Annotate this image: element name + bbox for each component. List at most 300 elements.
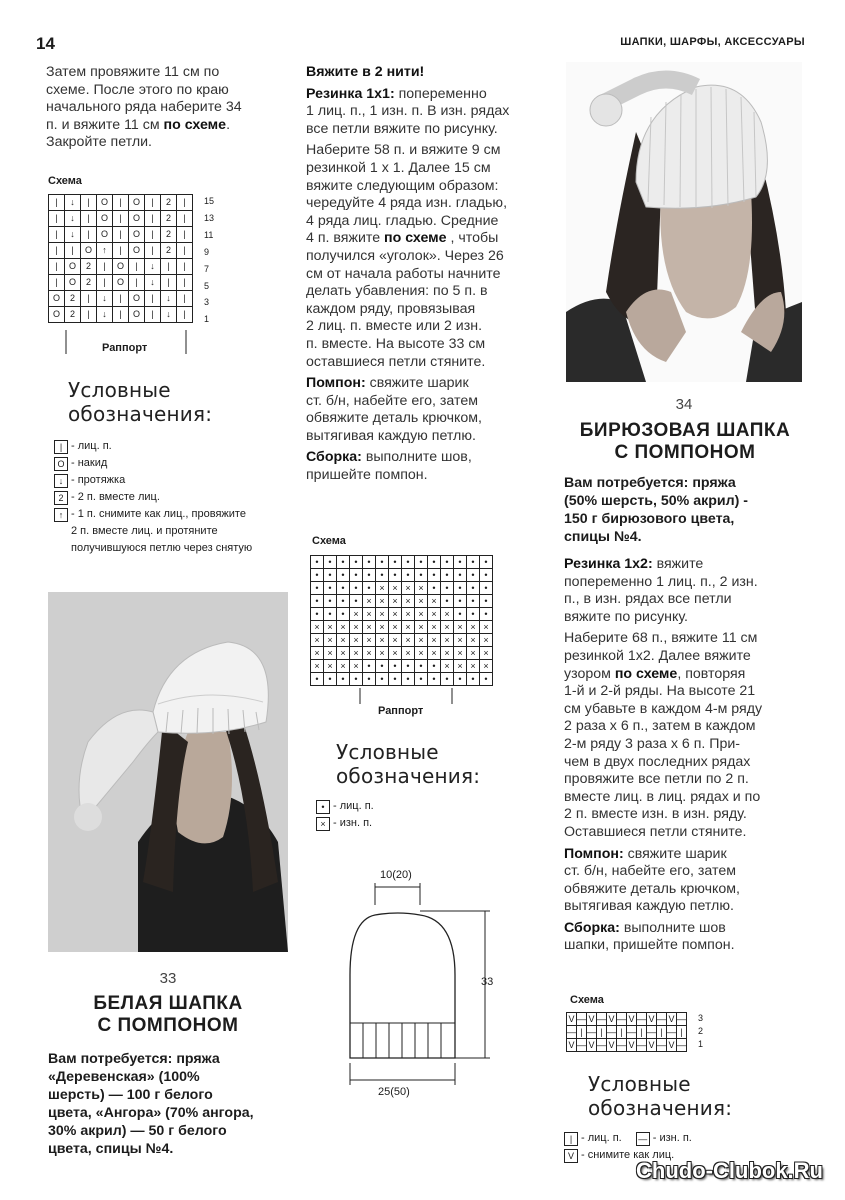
schema1-cell: | [177,243,193,259]
schema3-cell: — [657,1039,666,1050]
schema3-cell: V [568,1039,575,1050]
schema2-row [311,634,493,647]
legend1-text: - накид [71,457,108,469]
schema2-cell: • [337,673,350,686]
schema1-cell: O [65,259,81,275]
schema2-cell: • [454,569,467,582]
schema2-cell: × [324,660,337,673]
legend1-item [54,489,294,506]
schema2-cell: • [467,569,480,582]
schema2-cell: • [415,660,428,673]
schema2-cell: • [324,569,337,582]
schema1-cell: O [113,275,129,291]
schema1-cell: | [129,275,145,291]
legend3-text: - изн. п. [652,1132,692,1144]
schema3-cell: V [628,1013,635,1024]
schema3-cell: — [587,1026,596,1037]
schema2-cell: • [311,608,324,621]
schema2-cell: × [311,660,324,673]
schema2-cell: × [389,647,402,660]
schema1-cell: | [177,195,193,211]
row-number: 1 [698,1039,704,1049]
schema2-cell: • [324,608,337,621]
schema1-cell: 2 [161,227,177,243]
schema2-grid [310,555,493,686]
schema1-cell: | [113,307,129,323]
legend3-symbol: V [564,1149,578,1163]
schema1-cell: ↓ [145,259,161,275]
photo-white-hat [48,592,288,952]
row-number: 3 [204,297,210,308]
schema3-cell: V [608,1013,615,1024]
schema2-cell: × [350,608,363,621]
schema2-cell: • [428,582,441,595]
legend3-text: - лиц. п. [581,1132,622,1144]
schema1-cell: 2 [65,291,81,307]
schema2-cell: × [454,647,467,660]
schema2-cell: • [363,582,376,595]
schema2-cell: • [376,569,389,582]
schema3-cell: — [647,1026,656,1037]
schema2-cell: × [441,660,454,673]
schema2-rapport: Раппорт [378,705,424,717]
schema1-cell: | [113,195,129,211]
schema3-cell: V [668,1013,675,1024]
schema1-cell: O [129,195,145,211]
schema2-cell: • [454,595,467,608]
legend3-symbol: — [636,1132,650,1146]
schema1-row [49,291,193,307]
schema2-cell: × [428,621,441,634]
legend2-text: - лиц. п. [333,800,374,812]
schema1-cell: | [65,243,81,259]
schema2-cell: × [324,634,337,647]
schema2-cell: × [415,582,428,595]
schema2-cell: • [363,569,376,582]
schema2-cell: × [350,647,363,660]
schema2-cell: • [337,582,350,595]
schema2-cell: • [428,569,441,582]
schema2-cell: × [441,621,454,634]
legend2-symbol: × [316,817,330,831]
schema2-cell: • [376,660,389,673]
schema2-cell: × [441,608,454,621]
schema1-grid [48,194,193,323]
schema2-cell: • [454,582,467,595]
schema2-cell: • [376,673,389,686]
schema2-cell: × [337,647,350,660]
schema3-cell: V [628,1039,635,1050]
schema2-cell: × [467,647,480,660]
schema3-cell: | [617,1026,627,1039]
schema2-row [311,556,493,569]
schema2-cell: • [415,556,428,569]
schema1-cell: O [81,243,97,259]
legend3-title: Условные обозначения: [588,1072,733,1120]
schema2-row [311,647,493,660]
legend2-list [316,798,516,832]
schema2-row [311,660,493,673]
schema1-cell: | [81,227,97,243]
schema1-cell: ↓ [65,211,81,227]
schema2-cell: • [454,673,467,686]
schema1-label: Схема [48,175,82,187]
diagram-top-width: 10(20) [380,869,412,881]
row-number: 1 [204,314,210,325]
schema1-cell: | [49,243,65,259]
schema1-cell: O [49,307,65,323]
schema3-cell: | [637,1026,647,1039]
diagram-height: 33 [481,976,494,988]
schema2-cell: • [389,673,402,686]
schema2-cell: • [363,673,376,686]
schema3-cell: | [677,1026,687,1039]
schema1-cell: O [97,227,113,243]
schema2-cell: • [480,673,493,686]
schema3-cell: — [677,1013,686,1024]
legend2-symbol: • [316,800,330,814]
schema3-row [567,1013,687,1026]
diagram-bottom-width: 25(50) [378,1086,410,1098]
model34-needs: Вам потребуется: пряжа (50% шерсть, 50% акрил) - 150 г бирюзового цвета, спицы №4. [564,475,749,545]
schema2-cell: × [389,595,402,608]
schema2-cell: • [441,556,454,569]
schema2-cell: × [415,595,428,608]
schema2-cell: × [428,595,441,608]
schema1-row [49,227,193,243]
schema2-row [311,621,493,634]
schema3-cell: — [657,1013,666,1024]
schema2-cell: • [480,556,493,569]
schema3-row [567,1026,687,1039]
schema3-cell: — [637,1039,646,1050]
legend1-item [54,540,294,557]
schema2-cell: × [480,647,493,660]
schema1-cell: | [145,227,161,243]
schema1-cell: O [97,211,113,227]
schema2-row [311,608,493,621]
schema3-cell: — [597,1039,606,1050]
legend1-symbol [54,525,68,537]
schema1-cell: | [113,211,129,227]
schema1-cell: | [161,275,177,291]
schema2-cell: • [363,556,376,569]
schema2-cell: • [337,556,350,569]
schema2-row [311,595,493,608]
schema2-cell: • [337,608,350,621]
schema2-cell: • [454,556,467,569]
schema1-cell: O [129,211,145,227]
legend2-item [316,815,516,832]
row-number: 7 [204,263,210,274]
schema2-cell: • [480,608,493,621]
row-number: 11 [204,229,214,240]
schema2-cell: • [389,556,402,569]
watermark: Chudo-Clubok.Ru [636,1158,823,1183]
schema2-cell: × [467,634,480,647]
schema2-cell: • [428,673,441,686]
schema2-cell: • [350,569,363,582]
row-number: 3 [698,1013,704,1023]
schema1-cell: ↓ [145,275,161,291]
schema1-cell: | [49,275,65,291]
schema2-cell: • [441,582,454,595]
schema2-cell: × [350,621,363,634]
schema1-cell: | [97,259,113,275]
schema2-cell: × [428,634,441,647]
schema1-cell: ↑ [97,243,113,259]
schema1-cell: | [145,243,161,259]
model33-instructions: Вяжите в 2 нити! Резинка 1х1: попеременно 1 лиц. п., 1 изн. п. В изн. рядах все петли вяжите по рисунку. Наберите 58 п. и вяжите 9 см резинкой 1 х 1. Далее 15 см вяжите следующим образом: чередуйте 4 ряда изн. гладью, 4 ряда лиц. гладью. Средние 4 п. вяжите по схеме , чтобы получился «уголок». Через 26 см от начала работы начните делать убавления: по 5 п. в каждом ряду, провязывая 2 лиц. п. вместе или 2 изн. п. вместе. На высоте 33 см оставшиеся петли стяните. Помпон: свяжите шарик ст. б/н, набейте его, затем обвяжите деталь крючком, вытягивая каждую петлю. Сборка: выполните шов, пришейте помпон. [306,64,510,484]
schema2-cell: × [454,660,467,673]
schema1-cell: | [145,307,161,323]
schema1-row [49,307,193,323]
schema1-cell: | [49,259,65,275]
schema2-cell: • [311,556,324,569]
schema1-cell: | [81,195,97,211]
schema1-cell: O [113,259,129,275]
schema2-cell: • [428,556,441,569]
legend1-symbol [54,542,68,554]
schema3-label: Схема [570,994,604,1006]
schema2-cell: × [376,582,389,595]
schema2-cell: × [428,608,441,621]
schema2-cell: • [350,673,363,686]
schema3-cell: V [588,1013,595,1024]
schema1-cell: | [129,259,145,275]
schema2-cell: • [324,582,337,595]
schema3-row [567,1039,687,1052]
legend1-text: 2 п. вместе лиц. и протяните [71,525,218,537]
schema3-cell: — [627,1026,636,1037]
schema1-cell: O [129,291,145,307]
schema1-cell: O [49,291,65,307]
schema2-cell: × [441,634,454,647]
schema2-cell: × [363,647,376,660]
schema3-cell: V [668,1039,675,1050]
legend1-symbol: O [54,457,68,471]
schema1-row [49,243,193,259]
schema1-cell: | [113,227,129,243]
schema2-cell: • [467,582,480,595]
schema2-cell: • [467,595,480,608]
section-header: ШАПКИ, ШАРФЫ, АКСЕССУАРЫ [620,36,805,48]
schema2-cell: × [389,634,402,647]
schema1-cell: | [97,275,113,291]
schema2-cell: • [428,660,441,673]
schema2-cell: • [311,569,324,582]
schema2-cell: × [363,608,376,621]
page-number: 14 [36,34,55,53]
schema2-cell: × [441,647,454,660]
schema3-cell: | [577,1026,587,1039]
schema1-cell: | [145,211,161,227]
schema3-cell: V [648,1039,655,1050]
legend2-item [316,798,516,815]
schema1-cell: O [129,243,145,259]
schema1-cell: | [49,227,65,243]
legend1-symbol: ↑ [54,508,68,522]
schema1-cell: ↓ [161,307,177,323]
schema3-cell: — [597,1013,606,1024]
schema1-cell: ↓ [161,291,177,307]
schema1-cell: O [129,307,145,323]
schema1-cell: ↓ [65,195,81,211]
schema1-cell: | [113,291,129,307]
legend3-symbol: | [564,1132,578,1146]
schema2-cell: • [480,569,493,582]
schema2-cell: × [402,647,415,660]
schema1-row [49,211,193,227]
schema2-cell: • [350,556,363,569]
schema2-cell: × [311,647,324,660]
schema1-cell: | [81,307,97,323]
schema2-cell: × [337,660,350,673]
legend2-title: Условные обозначения: [336,740,481,788]
schema2-cell: • [402,660,415,673]
schema1-cell: O [97,195,113,211]
schema2-cell: • [402,569,415,582]
schema1-cell: | [145,291,161,307]
schema3-grid [566,1012,687,1052]
legend1-list [54,438,294,557]
schema2-cell: • [480,595,493,608]
schema2-cell: • [311,595,324,608]
schema2-cell: • [337,595,350,608]
schema1-cell: | [113,243,129,259]
schema2-cell: × [311,621,324,634]
model34-title: БИРЮЗОВАЯ ШАПКА С ПОМПОНОМ [579,420,791,463]
schema3-cell: V [608,1039,615,1050]
schema2-cell: • [415,673,428,686]
schema3-cell: — [607,1026,616,1037]
schema3-cell: — [577,1013,586,1024]
schema2-cell: × [454,621,467,634]
legend3-item [564,1130,622,1147]
schema2-cell: × [415,647,428,660]
schema1-row [49,259,193,275]
schema1-cell: 2 [161,195,177,211]
legend1-item [54,506,294,523]
schema2-cell: × [428,647,441,660]
legend2-text: - изн. п. [333,817,373,829]
photo-turquoise-hat [566,62,802,382]
schema2-cell: × [363,621,376,634]
schema1-cell: 2 [161,243,177,259]
schema2-cell: • [467,556,480,569]
schema1-cell: 2 [81,275,97,291]
schema2-row [311,582,493,595]
row-number: 15 [204,196,215,206]
schema1-cell: | [177,211,193,227]
schema1-cell: | [177,275,193,291]
schema2-cell: × [311,634,324,647]
legend1-text: - протяжка [71,474,126,486]
schema2-cell: × [467,660,480,673]
legend1-text: получившуюся петлю через снятую [71,542,253,554]
schema2-cell: × [363,634,376,647]
schema1-cell: | [161,259,177,275]
schema2-cell: • [350,595,363,608]
schema2-cell: • [441,595,454,608]
schema3-cell: V [588,1039,595,1050]
schema2-row [311,569,493,582]
schema1-cell: O [129,227,145,243]
schema1-cell: ↓ [97,291,113,307]
row-number: 2 [698,1026,704,1036]
schema2-cell: × [376,634,389,647]
schema2-cell: • [389,569,402,582]
model34-instructions: Резинка 1х2: вяжите попеременно 1 лиц. п., 2 изн. п., в изн. рядах все петли вяжите по рисунку. Наберите 68 п., вяжите 11 см резинкой 1х2. Далее вяжите узором по схеме, повторяя 1-й и 2-й ряды. На высоте 21 см убавьте в каждом 4-м ряду 2 раза х 6 п., затем в каждом 2-м ряду 3 раза х 6 п. При- чем в двух последних рядах провяжите все петли по 2 п. вместе лиц. в лиц. рядах и по 2 п. вместе изн. в изн. ряду. Оставшиеся петли стяните. Помпон: свяжите шарик ст. б/н, набейте его, затем обвяжите деталь крючком, вытягивая каждую петлю. Сборка: выполните шов шапки, пришейте помпон. [564,556,763,954]
legend1-symbol: 2 [54,491,68,505]
schema1-row [49,195,193,211]
schema1-cell: | [177,291,193,307]
schema2-cell: × [467,621,480,634]
schema3-cell: | [597,1026,607,1039]
model33-number: 33 [159,970,177,987]
row-number: 13 [204,212,215,223]
schema2-cell: • [324,673,337,686]
schema2-cell: × [324,647,337,660]
legend3-item [636,1130,692,1147]
schema2-cell: × [389,582,402,595]
schema2-cell: • [415,569,428,582]
schema2-cell: × [402,621,415,634]
schema2-cell: × [376,608,389,621]
schema1-cell: 2 [81,259,97,275]
schema2-cell: × [480,621,493,634]
schema3-cell: — [667,1026,676,1037]
schema2-cell: • [350,582,363,595]
left-intro-text: Затем провяжите 11 см по схеме. После этого по краю начального ряда наберите 34 п. и вяжите 11 см по схеме. Закройте петли. [46,64,242,151]
legend1-item [54,455,294,472]
schema2-cell: • [467,608,480,621]
schema3-cell: — [567,1026,576,1037]
legend3-text: - снимите как лиц. [581,1149,675,1161]
legend1-symbol: | [54,440,68,454]
schema1-cell: 2 [161,211,177,227]
row-number: 5 [204,280,210,291]
model33-needs: Вам потребуется: пряжа «Деревенская» (100% шерсть) — 100 г белого цвета, «Ангора» (70% ангора, 30% акрил) — 50 г белого цвета, спицы №4. [48,1051,254,1157]
schema2-cell: × [454,634,467,647]
schema2-cell: × [402,595,415,608]
schema2-cell: × [350,660,363,673]
schema3-cell: — [677,1039,686,1050]
schema1-row [49,275,193,291]
legend1-text: - лиц. п. [71,440,112,452]
schema1-cell: | [81,211,97,227]
schema2-cell: × [402,608,415,621]
schema2-cell: • [389,660,402,673]
schema3-cell: V [648,1013,655,1024]
schema1-cell: | [81,291,97,307]
schema2-cell: • [441,673,454,686]
schema1-cell: | [49,211,65,227]
schema2-cell: × [363,595,376,608]
schema1-cell: | [177,307,193,323]
schema3-cell: | [657,1026,667,1039]
schema2-cell: × [402,582,415,595]
schema1-cell: ↓ [65,227,81,243]
legend1-item [54,438,294,455]
schema3-cell: — [617,1039,626,1050]
schema3-cell: V [568,1013,575,1024]
schema2-cell: × [415,634,428,647]
legend1-item [54,523,294,540]
schema2-cell: • [480,582,493,595]
schema2-cell: • [454,608,467,621]
schema2-cell: × [415,608,428,621]
